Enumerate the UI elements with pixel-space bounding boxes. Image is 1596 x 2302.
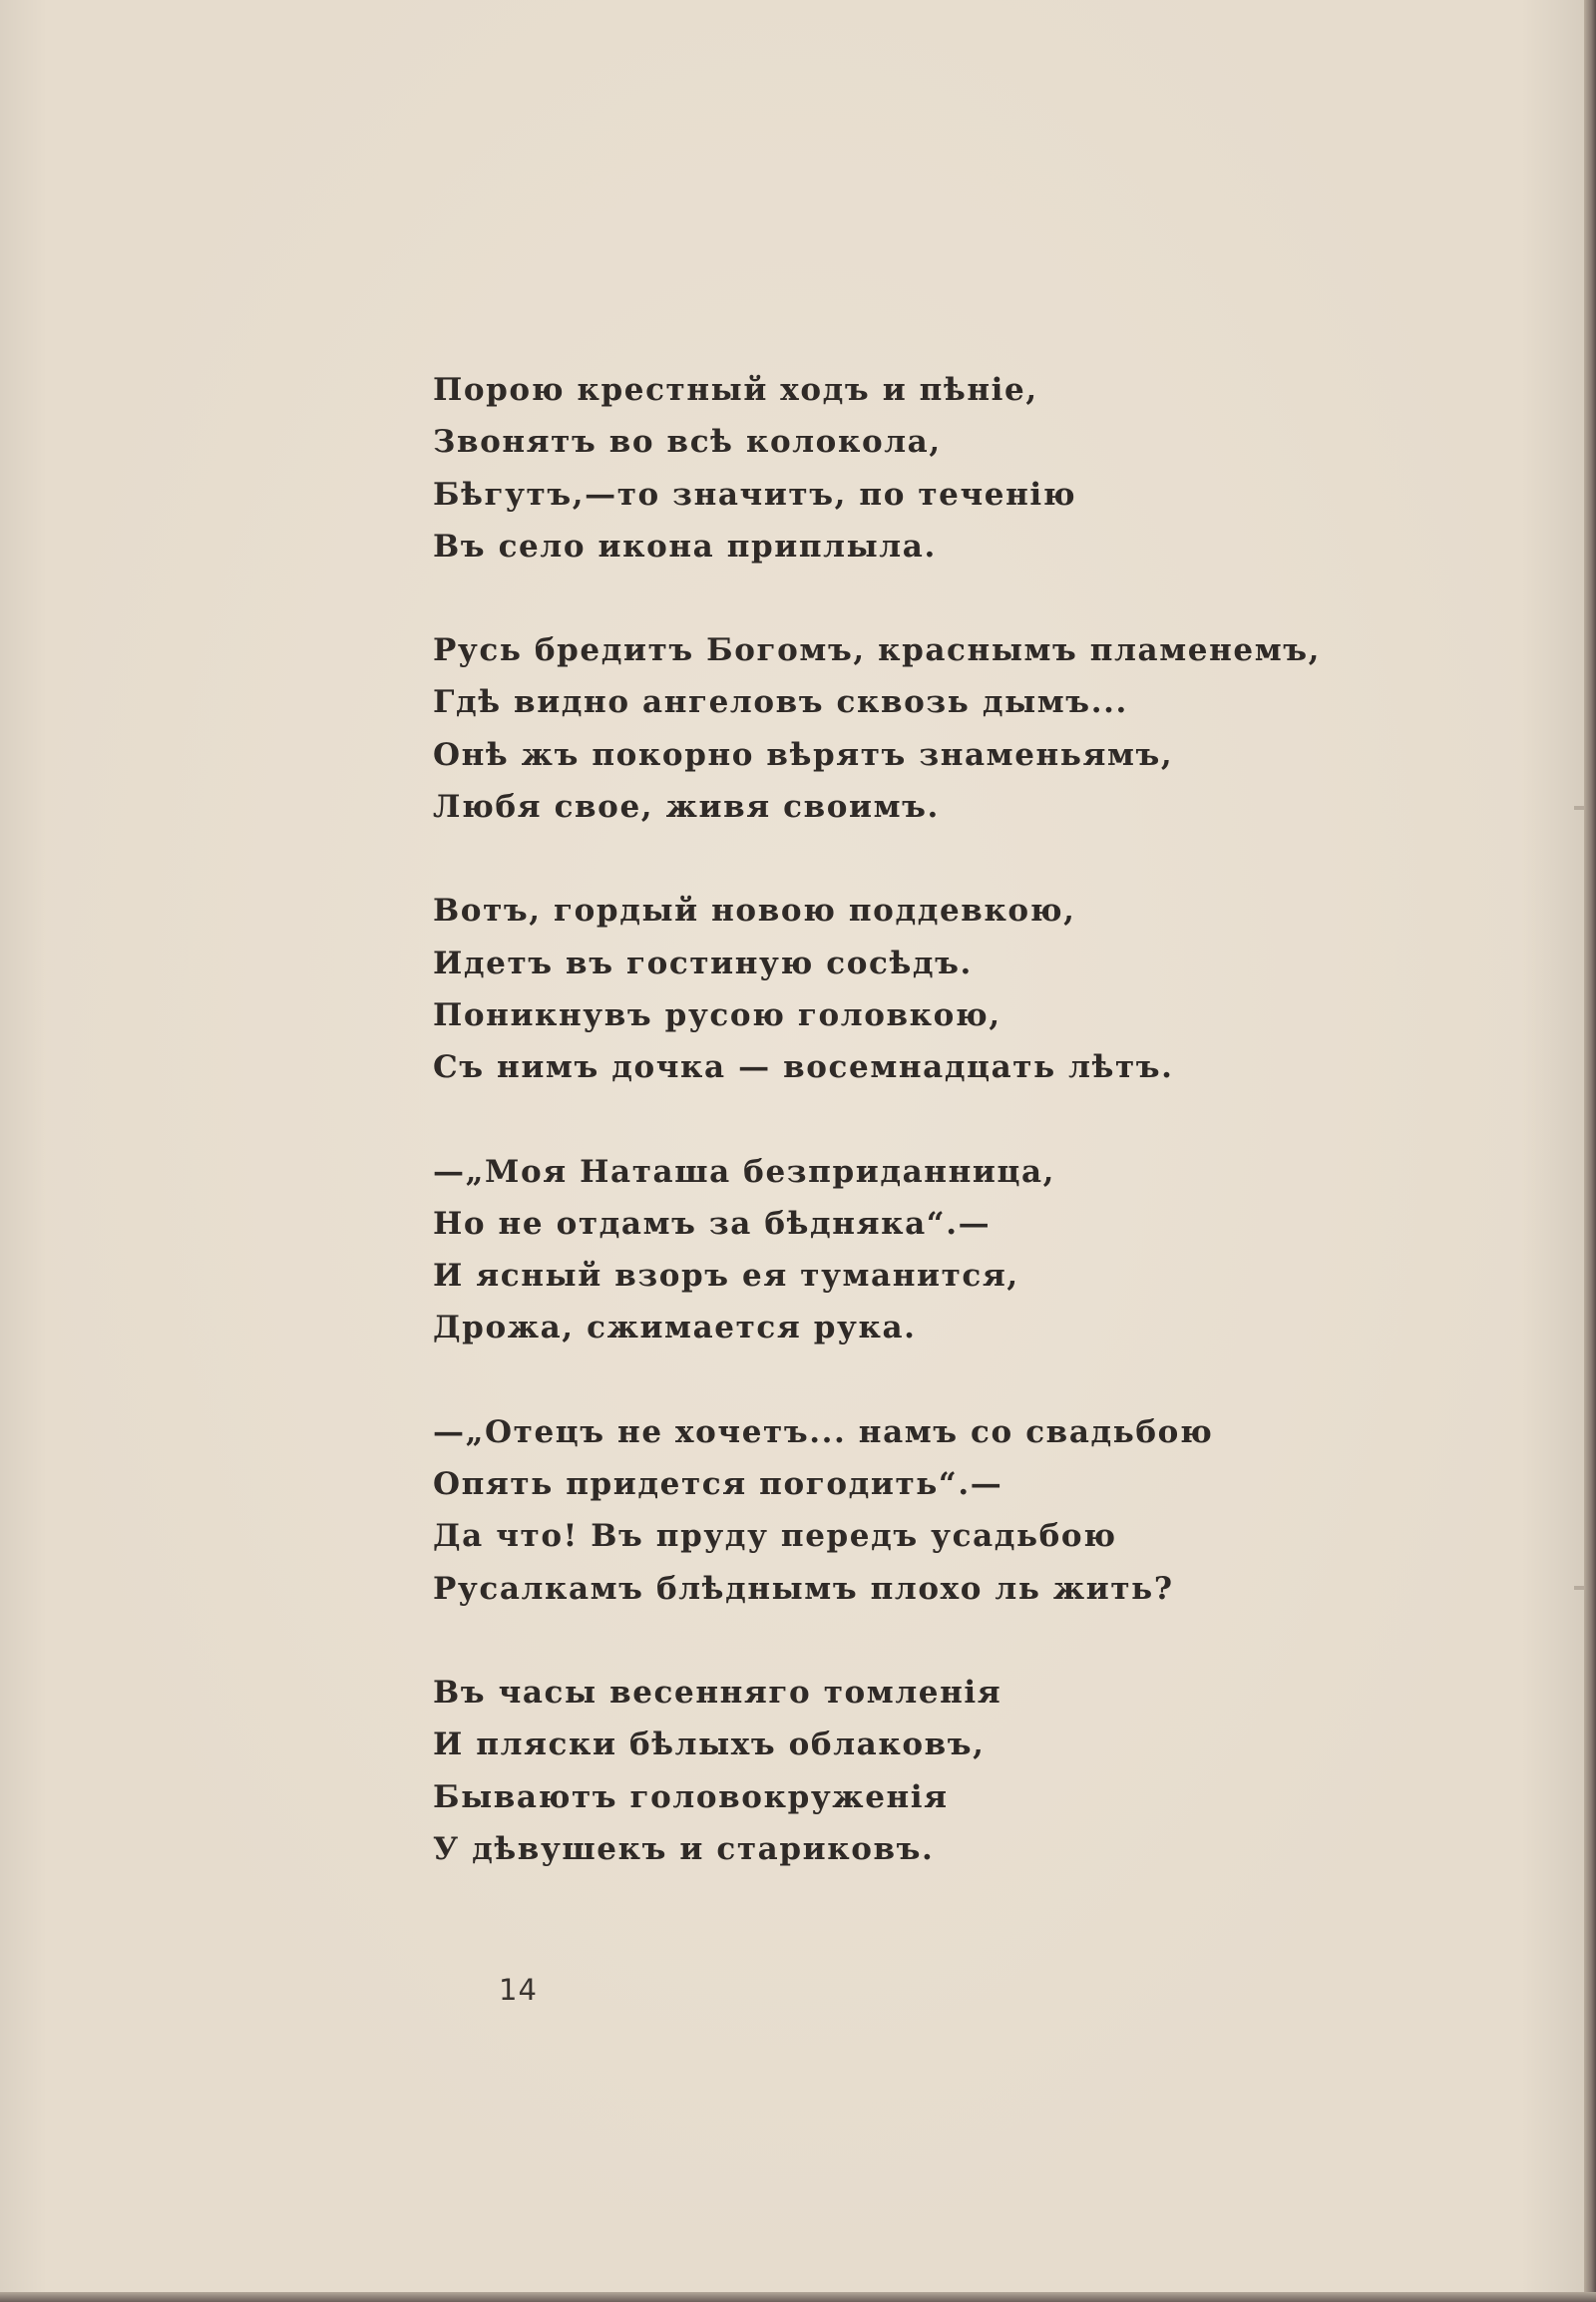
stanza-2 [433,624,1331,833]
poem [433,364,1331,1927]
stanza-6 [433,1667,1331,1875]
poem-line: Идетъ въ гостиную сосѣдъ. [433,945,973,981]
poem-line: Въ часы весенняго томленія [433,1674,1002,1711]
poem-line: И пляски бѣлыхъ облаковъ, [433,1726,986,1763]
poem-line: Съ нимъ дочка — восемнадцать лѣтъ. [433,1049,1174,1086]
poem-line: Бываютъ головокруженія [433,1778,949,1815]
poem-line: —„Моя Наташа безприданница, [433,1153,1056,1190]
binding-mark [1574,806,1584,810]
poem-line: Русь бредитъ Богомъ, краснымъ пламенемъ, [433,632,1321,669]
poem-line: Онѣ жъ покорно вѣрятъ знаменьямъ, [433,736,1174,773]
poem-line: Русалкамъ блѣднымъ плохо ль жить? [433,1570,1174,1607]
stanza-4 [433,1146,1331,1354]
book-edge-right [1584,0,1596,2302]
stanza-3 [433,885,1331,1093]
stanza-1 [433,364,1331,573]
poem-line: Да что! Въ пруду передъ усадьбою [433,1518,1117,1555]
poem-line: Но не отдамъ за бѣдняка“.— [433,1205,992,1242]
poem-line: Порою крестный ходъ и пѣніе, [433,372,1038,408]
poem-line: Вотъ, гордый новою поддевкою, [433,893,1076,930]
poem-line: И ясный взоръ ея туманится, [433,1258,1019,1295]
poem-line: Бѣгутъ,—то значитъ, по теченію [433,476,1077,513]
poem-line: Звонятъ во всѣ колокола, [433,424,942,461]
page-number: 14 [499,1973,538,2007]
poem-line: У дѣвушекъ и стариковъ. [433,1830,935,1867]
poem-line: Въ село икона приплыла. [433,528,937,565]
poem-line: Опять придется погодить“.— [433,1466,1003,1503]
poem-line: Дрожа, сжимается рука. [433,1310,917,1346]
poem-line: Любя свое, живя своимъ. [433,789,940,826]
poem-line: —„Отецъ не хочетъ... намъ со свадьбою [433,1413,1214,1450]
poem-line: Гдѣ видно ангеловъ сквозь дымъ... [433,684,1128,721]
book-edge-bottom [0,2292,1596,2302]
poem-line: Поникнувъ русою головкою, [433,996,1001,1033]
stanza-5 [433,1406,1331,1615]
binding-mark [1574,1586,1584,1590]
